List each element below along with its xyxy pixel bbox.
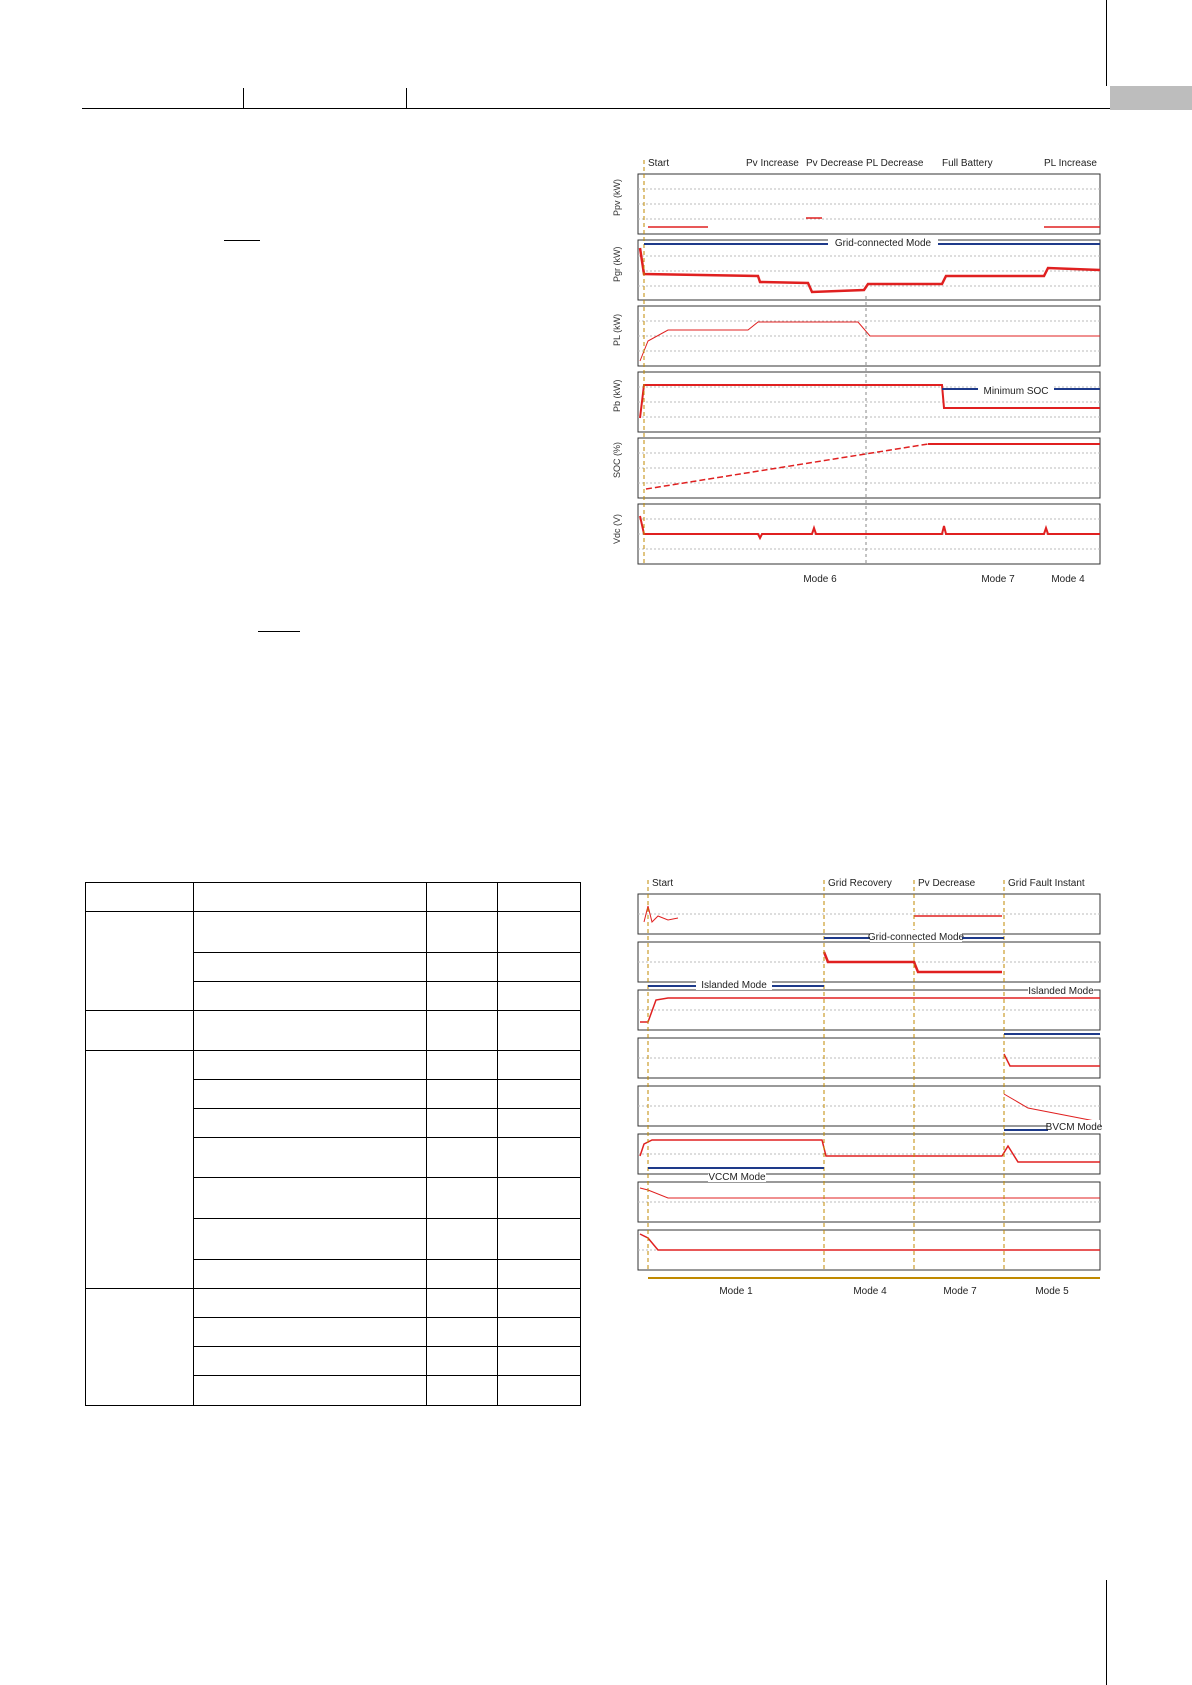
event-label: Grid Fault Instant <box>1008 878 1085 889</box>
mode-label: Mode 1 <box>719 1286 753 1297</box>
subplot-soc <box>638 438 1100 498</box>
svg-text:Grid-connected Mode: Grid-connected Mode <box>867 932 965 943</box>
banner-minimum-soc <box>942 383 1100 397</box>
equation-fraction-bar <box>224 240 260 241</box>
right-margin-rule-bottom <box>1106 1580 1107 1685</box>
event-label: PL Increase <box>1044 158 1097 169</box>
mode-label: Mode 4 <box>1051 574 1085 585</box>
event-label: Pv Increase <box>746 158 799 169</box>
mode-label: Mode 5 <box>1035 1286 1069 1297</box>
event-label: PL Decrease <box>866 158 924 169</box>
event-label: Full Battery <box>942 158 993 169</box>
y-axis-label: Ppv (kW) <box>612 179 622 216</box>
subplot-pgr <box>638 240 1100 300</box>
svg-text:Grid-connected Mode: Grid-connected Mode <box>834 238 932 249</box>
subplot-ppv <box>638 174 1100 234</box>
mode-label: Mode 4 <box>853 1286 887 1297</box>
mode-label: Mode 6 <box>803 574 837 585</box>
svg-text:Islanded Mode: Islanded Mode <box>701 980 767 991</box>
figure-simulation-islanded <box>608 876 1104 1300</box>
subplot-pl <box>638 306 1100 366</box>
equation-fraction-bar <box>258 631 300 632</box>
y-axis-label: PL (kW) <box>612 313 622 346</box>
header-divider-1 <box>243 88 244 108</box>
banner-islanded-1 <box>648 978 824 991</box>
header-divider-2 <box>406 88 407 108</box>
banner-grid-connected <box>644 236 1100 249</box>
y-axis-label: Pgr (kW) <box>612 246 622 282</box>
header-rule <box>82 108 1112 109</box>
event-label: Grid Recovery <box>828 878 892 889</box>
mode-label: Mode 7 <box>943 1286 977 1297</box>
y-axis-label: SOC (%) <box>612 442 622 478</box>
figure-simulation-grid-connected <box>608 156 1104 588</box>
right-margin-rule-top <box>1106 0 1107 86</box>
svg-text:Islanded Mode: Islanded Mode <box>1028 986 1094 997</box>
event-label: Pv Decrease <box>918 878 976 889</box>
parameter-table <box>85 882 581 1406</box>
svg-text:VCCM Mode: VCCM Mode <box>708 1172 766 1183</box>
y-axis-label: Pb (kW) <box>612 379 622 412</box>
event-label: Pv Decrease <box>806 158 864 169</box>
banner-vccm <box>648 1168 824 1183</box>
banner-grid-connected-2 <box>824 930 1004 943</box>
chapter-tab <box>1110 86 1192 110</box>
event-label: Start <box>648 158 670 169</box>
subplot-vdc <box>638 504 1100 564</box>
mode-label: Mode 7 <box>981 574 1015 585</box>
banner-islanded-2 <box>1004 984 1100 1034</box>
svg-text:Minimum SOC: Minimum SOC <box>983 386 1049 397</box>
event-label: Start <box>652 878 674 889</box>
svg-text:BVCM Mode: BVCM Mode <box>1045 1122 1103 1133</box>
y-axis-label: Vdc (V) <box>612 513 622 544</box>
subplot-pb <box>638 372 1100 432</box>
